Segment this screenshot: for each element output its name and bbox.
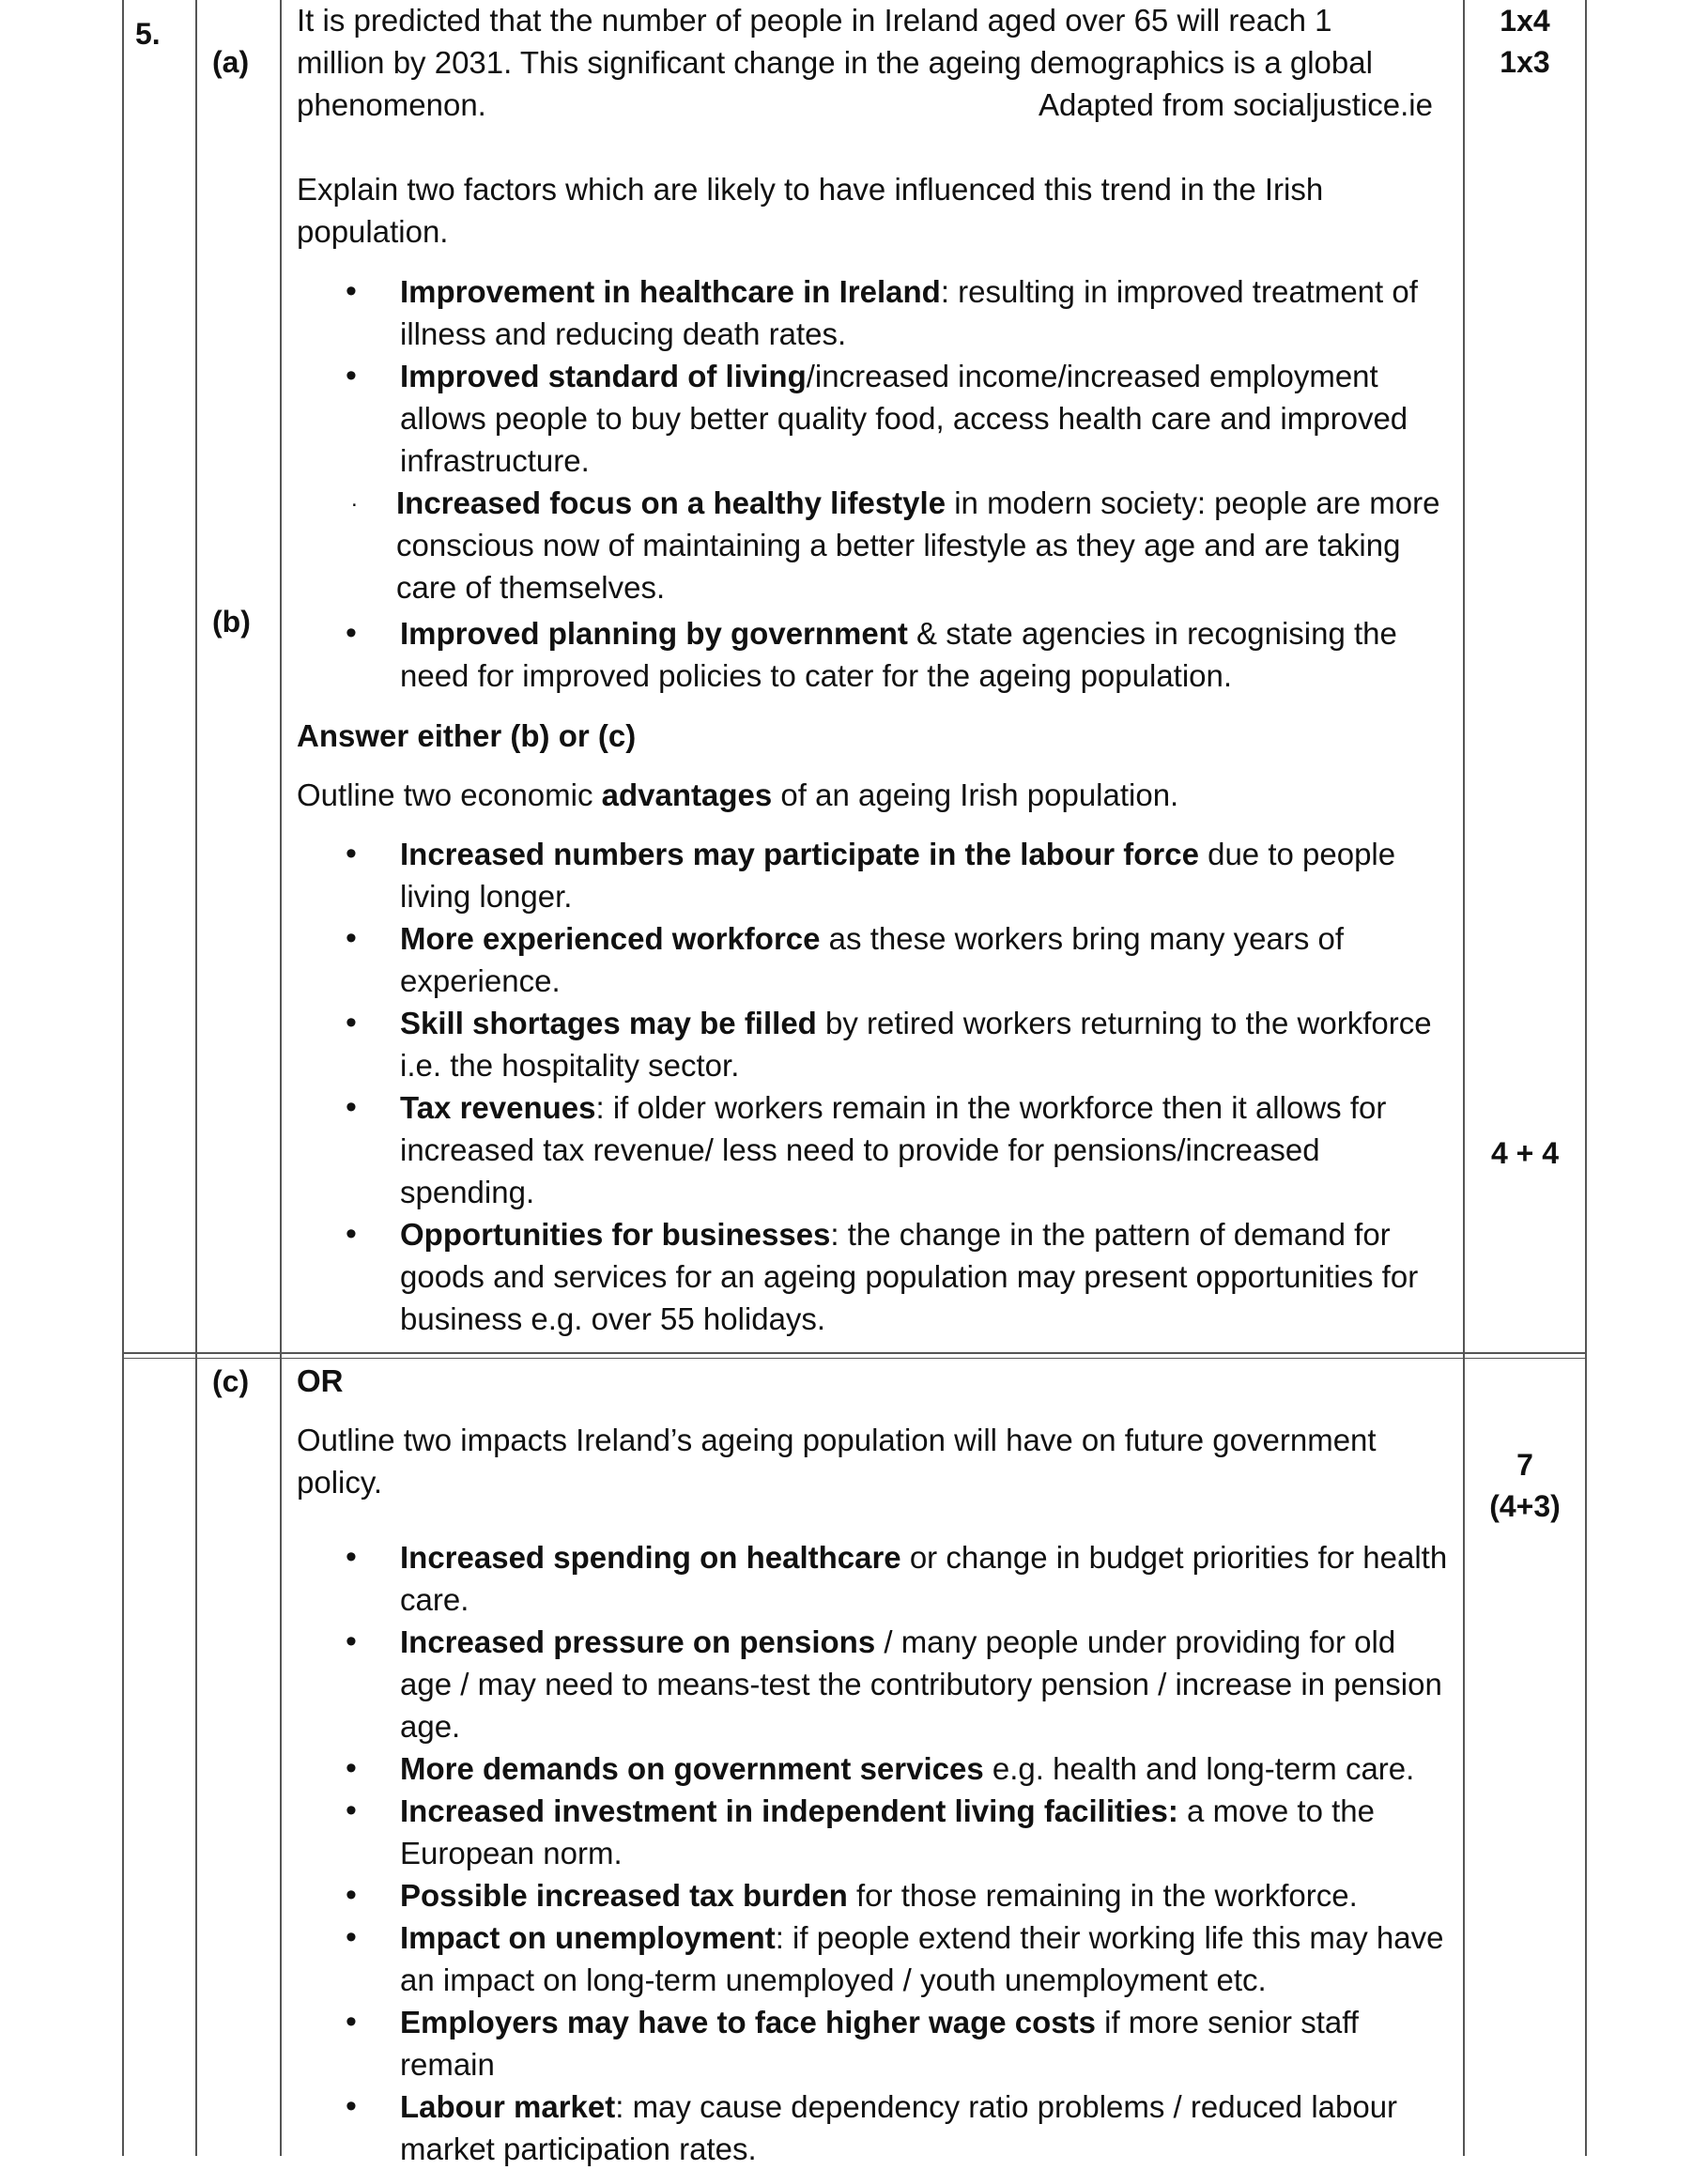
point-heading: More experienced workforce (400, 921, 821, 956)
point-heading: Increased spending on healthcare (400, 1540, 901, 1575)
part-c-point-7 (297, 2001, 1452, 2085)
point-text: /increased income/increased employment allows people to buy better quality food, access health care and improved infrastructure. (400, 359, 1408, 478)
part-a-point-4 (297, 612, 1452, 697)
point-heading: Increased focus on a healthy lifestyle (396, 485, 946, 520)
table-border-right (1585, 0, 1587, 2156)
answer-instruction: Answer either (b) or (c) (297, 718, 637, 753)
part-b-marks: 4 + 4 (1490, 1136, 1560, 1170)
part-b-point-5 (297, 1213, 1452, 1340)
part-c-point-5 (297, 1874, 1452, 1916)
point-text: if more senior staff remain (400, 2005, 1359, 2082)
part-a-source: Adapted from socialjustice.ie (1038, 87, 1433, 122)
upper-content (297, 0, 1452, 1340)
part-b-point-3 (297, 1002, 1452, 1086)
part-a-task: Explain two factors which are likely to have influenced this trend in the Irish population. (297, 172, 1324, 249)
task-bold: advantages (601, 777, 773, 812)
row-divider-c (122, 1352, 1587, 1354)
part-b-points (297, 833, 1452, 1340)
part-a-marks-2: 1x3 (1500, 45, 1550, 79)
part-b-point-2 (297, 917, 1452, 1002)
part-a-stem-line3 (297, 84, 1452, 126)
part-c-point-3 (297, 1747, 1452, 1790)
point-heading: Employers may have to face higher wage costs (400, 2005, 1096, 2039)
lower-content (297, 1360, 1452, 2170)
point-heading: Increased numbers may participate in the labour force (400, 837, 1199, 871)
point-heading: Skill shortages may be filled (400, 1006, 817, 1040)
part-c-marks-total: 7 (1516, 1448, 1533, 1482)
part-a-stem-line1: It is predicted that the number of people in Ireland aged over 65 will reach 1 (297, 3, 1332, 38)
part-a-points (297, 270, 1452, 697)
point-text: as these workers bring many years of experience. (400, 921, 1345, 998)
point-text: in modern society: people are more conscious now of maintaining a better lifestyle as they age and are taking care of themselves. (396, 485, 1440, 605)
point-heading: Labour market (400, 2089, 616, 2124)
point-heading: Possible increased tax burden (400, 1878, 848, 1913)
point-text: or change in budget priorities for health care. (400, 1540, 1448, 1617)
part-c-point-1 (297, 1536, 1452, 1621)
point-heading: More demands on government services (400, 1751, 984, 1786)
part-c-label: (c) (212, 1364, 250, 1398)
part-a-point-3 (297, 482, 1452, 608)
task-pre: Outline two economic (297, 777, 602, 812)
part-c-point-6 (297, 1916, 1452, 2001)
or-label: OR (297, 1363, 344, 1398)
part-a-point-1 (297, 270, 1452, 355)
point-heading: Improved standard of living (400, 359, 807, 393)
point-text: & state agencies in recognising the need for improved policies to cater for the ageing population. (400, 616, 1397, 693)
point-heading: Increased investment in independent living facilities: (400, 1793, 1178, 1828)
part-c-point-2 (297, 1621, 1452, 1747)
column-divider-marks (1463, 0, 1465, 2156)
part-b-task (297, 774, 1452, 816)
part-c-task: Outline two impacts Ireland’s ageing population will have on future government policy. (297, 1423, 1377, 1500)
point-heading: Increased pressure on pensions (400, 1624, 876, 1659)
point-text: / many people under providing for old age / may need to means-test the contributory pension / increase in pension age. (400, 1624, 1442, 1744)
point-text: : if older workers remain in the workforce then it allows for increased tax revenue/ less need to provide for pensions/increased spending. (400, 1090, 1387, 1209)
part-b-point-4 (297, 1086, 1452, 1213)
column-divider-label (280, 0, 282, 2156)
part-b-label: (b) (212, 605, 251, 639)
point-heading: Impact on unemployment (400, 1920, 776, 1955)
point-heading: Opportunities for businesses (400, 1217, 831, 1252)
point-text: a move to the European norm. (400, 1793, 1375, 1870)
part-a-point-2 (297, 355, 1452, 482)
part-c-point-4 (297, 1790, 1452, 1874)
point-text: e.g. health and long-term care. (983, 1751, 1415, 1786)
part-c-marks-split: (4+3) (1489, 1489, 1561, 1523)
point-text: : the change in the pattern of demand for goods and services for an ageing population may present opportunities for business e.g. over 55 holidays. (400, 1217, 1419, 1336)
point-text: : may cause dependency ratio problems / reduced labour market participation rates. (400, 2089, 1398, 2166)
part-a-marks-1: 1x4 (1500, 4, 1550, 38)
point-heading: Improved planning by government (400, 616, 908, 651)
task-post: of an ageing Irish population. (772, 777, 1179, 812)
question-number: 5. (135, 17, 161, 51)
point-text: : resulting in improved treatment of illness and reducing death rates. (400, 274, 1418, 351)
part-a-stem-end: phenomenon. (297, 87, 486, 122)
part-b-point-1 (297, 833, 1452, 917)
row-divider-c-inner (122, 1358, 1587, 1359)
part-c-points (297, 1536, 1452, 2170)
point-heading: Improvement in healthcare in Ireland (400, 274, 941, 309)
table-border-left-lower (122, 1352, 124, 2156)
point-text: : if people extend their working life this may have an impact on long-term unemployed / youth unemployment etc. (400, 1920, 1444, 1997)
point-text: for those remaining in the workforce. (847, 1878, 1358, 1913)
point-heading: Tax revenues (400, 1090, 596, 1125)
table-border-left (122, 0, 124, 1352)
part-a-label: (a) (212, 45, 250, 79)
column-divider-number (195, 0, 197, 2156)
part-a-stem-line2: million by 2031. This significant change in the ageing demographics is a global (297, 45, 1373, 80)
point-text: by retired workers returning to the workforce i.e. the hospitality sector. (400, 1006, 1432, 1083)
point-text: due to people living longer. (400, 837, 1396, 914)
part-c-point-8 (297, 2085, 1452, 2170)
